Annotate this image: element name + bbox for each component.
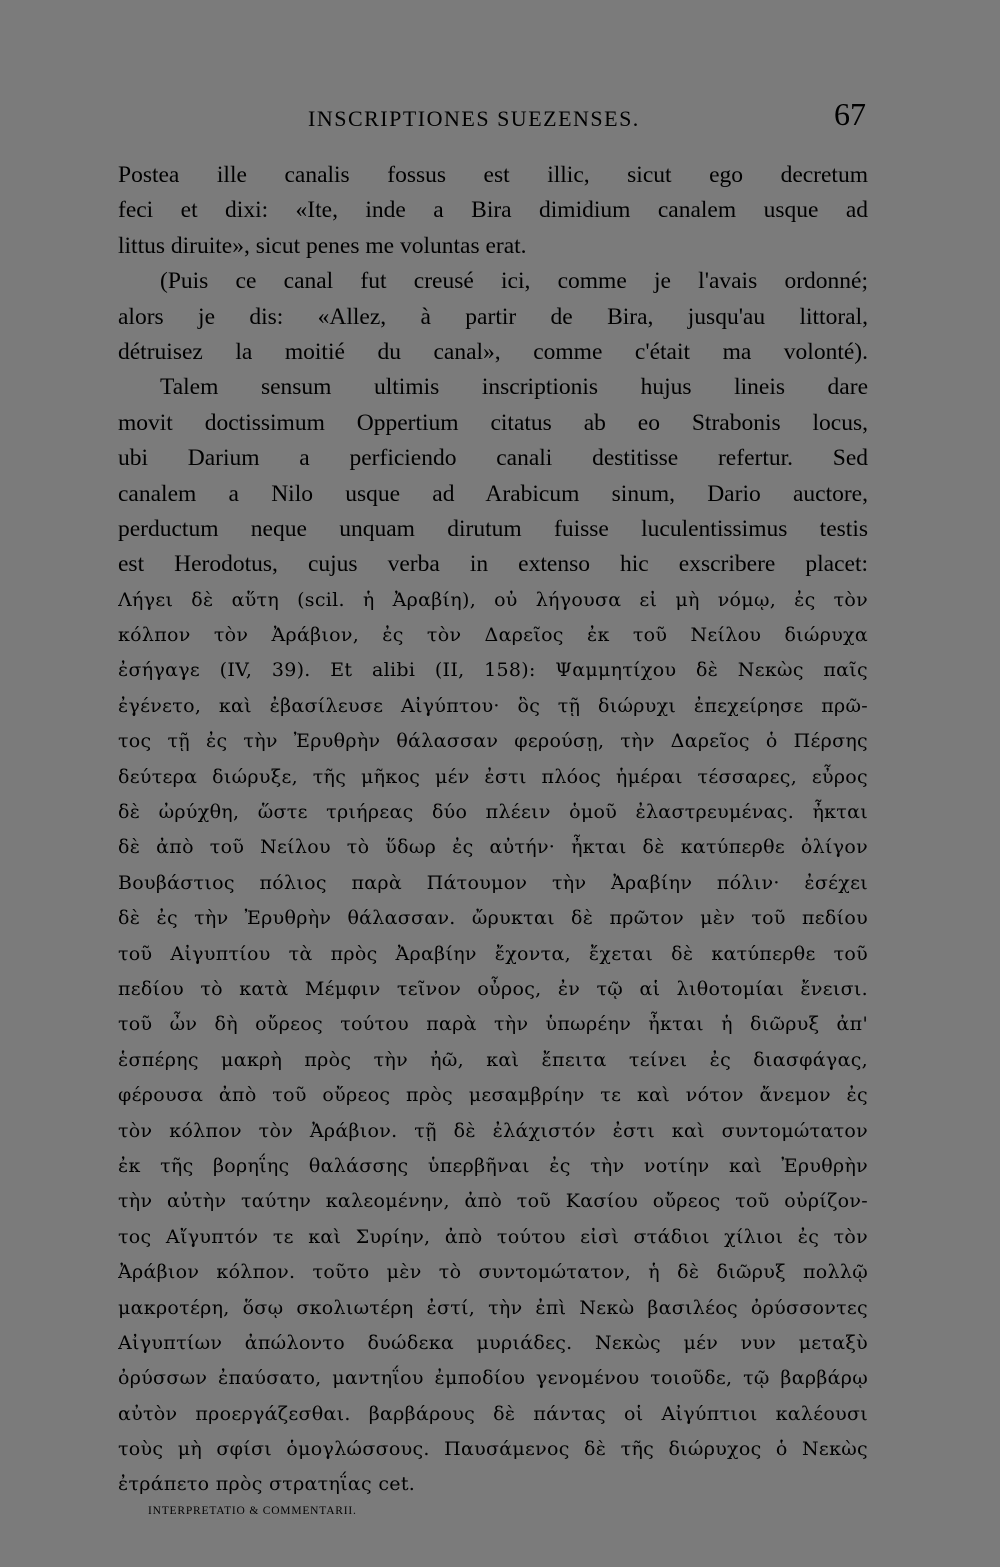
text-line: δεύτερα διώρυξε, τῆς μῆκος μέν ἐστι πλόος ἡμέραι τέσσαρες, εὖρος (118, 765, 868, 788)
text-line: Postea ille canalis fossus est illic, sicut ego decretum (118, 162, 868, 188)
text-line: (Puis ce canal fut creusé ici, comme je l'avais ordonné; (160, 268, 868, 295)
text-line: πεδίου τὸ κατὰ Μέμφιν τεῖνον οὖρος, ἐν τῷ αἱ λιθοτομίαι ἔνεισι. (118, 977, 868, 1000)
text-line: μακροτέρη, ὅσῳ σκολιωτέρη ἐστί, τὴν ἐπὶ Νεκὼ βασιλέος ὀρύσσοντες (118, 1296, 868, 1319)
text-line: αὐτὸν προεργάζεσθαι. βαρβάρους δὲ πάντας οἱ Αἰγύπτιοι καλέουσι (118, 1402, 868, 1425)
text-line: τὸν κόλπον τὸν Ἀράβιον. τῇ δὲ ἐλάχιστόν ἐστι καὶ συντομώτατον (118, 1119, 868, 1142)
text-line: τοῦ ὦν δὴ οὔρεος τούτου παρὰ τὴν ὑπωρέην ἦκται ἡ διῶρυξ ἀπ' (118, 1013, 868, 1036)
text-line: ὀρύσσων ἐπαύσατο, μαντηΐου ἐμποδίου γενομένου τοιοῦδε, τῷ βαρβάρῳ (118, 1367, 868, 1390)
text-line: ἐκ τῆς βορηΐης θαλάσσης ὑπερβῆναι ἐς τὴν νοτίην καὶ Ἐρυθρὴν (118, 1154, 868, 1177)
text-line: Λήγει δὲ αὕτη (scil. ἡ Ἀραβίη), οὐ λήγουσα εἰ μὴ νόμῳ, ἐς τὸν (118, 588, 868, 611)
text-line: φέρουσα ἀπὸ τοῦ οὔρεος πρὸς μεσαμβρίην τε καὶ νότον ἄνεμον ἐς (118, 1084, 868, 1107)
text-line: ἑσπέρης μακρὴ πρὸς τὴν ἠῶ, καὶ ἔπειτα τείνει ἐς διασφάγας, (118, 1048, 868, 1071)
text-line: κόλπον τὸν Ἀράβιον, ἐς τὸν Δαρεῖος ἐκ τοῦ Νείλου διώρυχα (118, 624, 868, 647)
text-line: littus diruite», sicut penes me voluntas erat. (118, 232, 527, 259)
text-line: alors je dis: «Allez, à partir de Bira, jusqu'au littoral, (118, 303, 868, 330)
text-line: Ἀράβιον κόλπον. τοῦτο μὲν τὸ συντομώτατον, ἡ δὲ διῶρυξ πολλῷ (118, 1261, 868, 1284)
text-line: est Herodotus, cujus verba in extenso hic exscribere placet: (118, 551, 868, 578)
text-line: τοῦ Αἰγυπτίου τὰ πρὸς Ἀραβίην ἔχοντα, ἔχεται δὲ κατύπερθε τοῦ (118, 942, 868, 965)
text-line: δὲ ἐς τὴν Ἐρυθρὴν θάλασσαν. ὤρυκται δὲ πρῶτον μὲν τοῦ πεδίου (118, 907, 868, 930)
text-line: ἐτράπετο πρὸς στρατηΐας cet. (118, 1473, 416, 1496)
text-line: movit doctissimum Oppertium citatus ab eo Strabonis locus, (118, 409, 868, 436)
header-title: INSCRIPTIONES SUEZENSES. (308, 106, 640, 131)
text-line: ubi Darium a perficiendo canali destitisse refertur. Sed (118, 445, 868, 472)
text-line: Βουβάστιος πόλιος παρὰ Πάτουμον τὴν Ἀραβίην πόλιν· ἐσέχει (118, 871, 868, 894)
text-line: détruisez la moitié du canal», comme c'était ma volonté). (118, 338, 868, 365)
text-line: ἐσήγαγε (IV, 39). Et alibi (II, 158): Ψαμμητίχου δὲ Νεκὼς παῖς (118, 659, 868, 682)
text-line: canalem a Nilo usque ad Arabicum sinum, Dario auctore, (118, 480, 868, 507)
body-text (118, 158, 868, 1503)
page-number: 67 (834, 96, 866, 132)
text-line: τος τῇ ἐς τὴν Ἐρυθρὴν θάλασσαν φερούσῃ, τὴν Δαρεῖος ὁ Πέρσης (118, 730, 868, 753)
text-line: Talem sensum ultimis inscriptionis hujus lineis dare (160, 374, 868, 401)
text-line: feci et dixi: «Ite, inde a Bira dimidium canalem usque ad (118, 197, 868, 224)
text-line: ἐγένετο, καὶ ἐβασίλευσε Αἰγύπτου· ὃς τῇ διώρυχι ἐπεχείρησε πρῶ- (118, 694, 868, 717)
text-line: δὲ ὠρύχθη, ὥστε τριήρεας δύο πλέειν ὁμοῦ ἐλαστρευμένας. ἦκται (118, 801, 868, 824)
text-line: τὴν αὐτὴν ταύτην καλεομένην, ἀπὸ τοῦ Κασίου οὔρεος τοῦ οὐρίζον- (118, 1190, 868, 1213)
text-line: perductum neque unquam dirutum fuisse luculentissimus testis (118, 515, 868, 542)
text-line: δὲ ἀπὸ τοῦ Νείλου τὸ ὕδωρ ἐς αὐτήν· ἦκται δὲ κατύπερθε ὀλίγον (118, 836, 868, 859)
running-head (118, 96, 870, 136)
footer-signature: INTERPRETATIO & COMMENTARII. (148, 1505, 357, 1517)
text-line: τος Αἴγυπτόν τε καὶ Συρίην, ἀπὸ τούτου εἰσὶ στάδιοι χίλιοι ἐς τὸν (118, 1225, 868, 1248)
text-line: τοὺς μὴ σφίσι ὁμογλώσσους. Παυσάμενος δὲ τῆς διώρυχος ὁ Νεκὼς (118, 1438, 868, 1461)
text-line: Αἰγυπτίων ἀπώλοντο δυώδεκα μυριάδες. Νεκὼς μέν νυν μεταξὺ (118, 1331, 868, 1354)
